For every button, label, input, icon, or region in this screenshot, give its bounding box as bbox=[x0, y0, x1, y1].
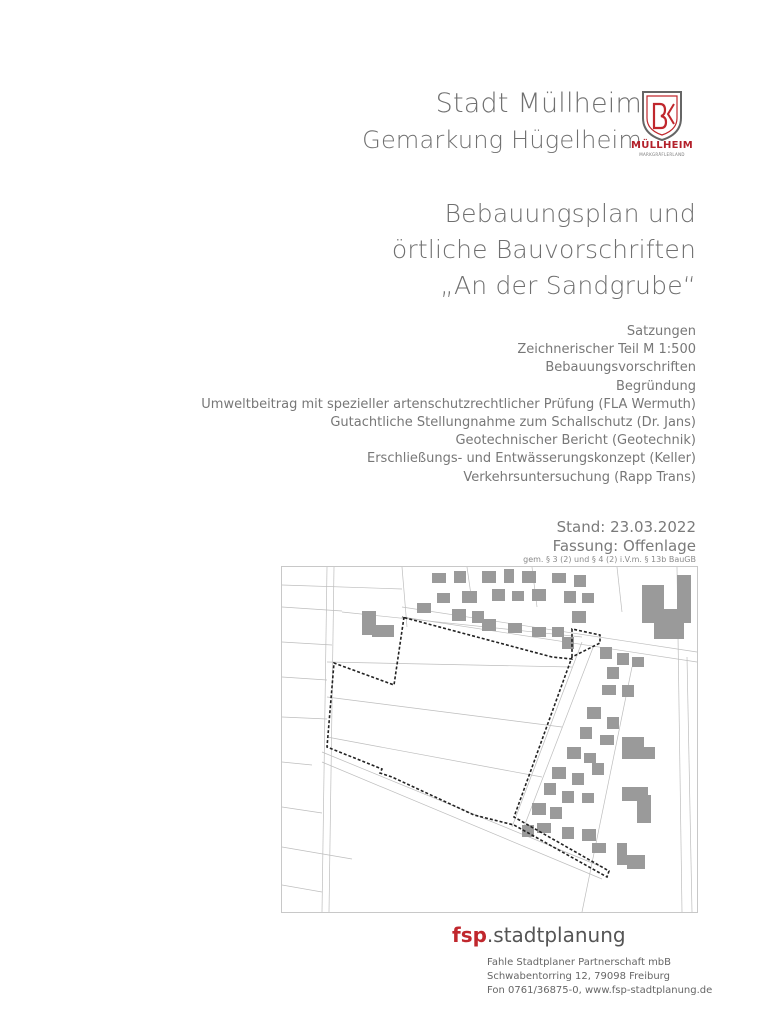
fsp-brand-logo bbox=[452, 923, 626, 947]
document-item: Begründung bbox=[616, 378, 696, 394]
plan-title-line: Bebauungsplan und bbox=[444, 199, 696, 228]
town-title: Stadt Müllheim bbox=[435, 88, 642, 119]
document-item: Umweltbeitrag mit spezieller artenschutzrechtlicher Prüfung (FLA Wermuth) bbox=[201, 396, 696, 412]
status-version: Fassung: Offenlage bbox=[552, 537, 696, 555]
district-title: Gemarkung Hügelheim bbox=[362, 126, 642, 154]
company-line: Fon 0761/36875-0, www.fsp-stadtplanung.de bbox=[487, 985, 713, 996]
document-item: Geotechnischer Bericht (Geotechnik) bbox=[455, 433, 696, 449]
document-item: Zeichnerischer Teil M 1:500 bbox=[517, 342, 696, 358]
company-line: Schwabentorring 12, 79098 Freiburg bbox=[487, 971, 670, 982]
company-info bbox=[487, 956, 712, 998]
status-date: Stand: 23.03.2022 bbox=[556, 518, 696, 536]
brand-name: .stadtplanung bbox=[486, 923, 626, 947]
document-item: Verkehrsuntersuchung (Rapp Trans) bbox=[463, 469, 696, 485]
plan-title bbox=[392, 196, 696, 304]
document-item: Satzungen bbox=[626, 324, 696, 339]
logo-wordmark: MÜLLHEIM bbox=[630, 140, 694, 151]
brand-accent: fsp bbox=[452, 923, 487, 947]
plan-title-line: örtliche Bauvorschriften bbox=[391, 235, 696, 264]
document-item: Erschließungs- und Entwässerungskonzept (Keller) bbox=[366, 451, 696, 467]
legal-basis: gem. § 3 (2) und § 4 (2) i.V.m. § 13b BauGB bbox=[523, 555, 696, 564]
document-item: Bebauungsvorschriften bbox=[545, 360, 696, 376]
company-line: Fahle Stadtplaner Partnerschaft mbB bbox=[487, 957, 672, 968]
plan-title-line: „An der Sandgrube“ bbox=[440, 271, 696, 300]
document-list bbox=[201, 323, 696, 487]
document-item: Gutachtliche Stellungnahme zum Schallschutz (Dr. Jans) bbox=[330, 415, 696, 431]
logo-subtitle: MARKGRÄFLERLAND bbox=[639, 152, 685, 157]
site-plan-map bbox=[281, 566, 698, 913]
